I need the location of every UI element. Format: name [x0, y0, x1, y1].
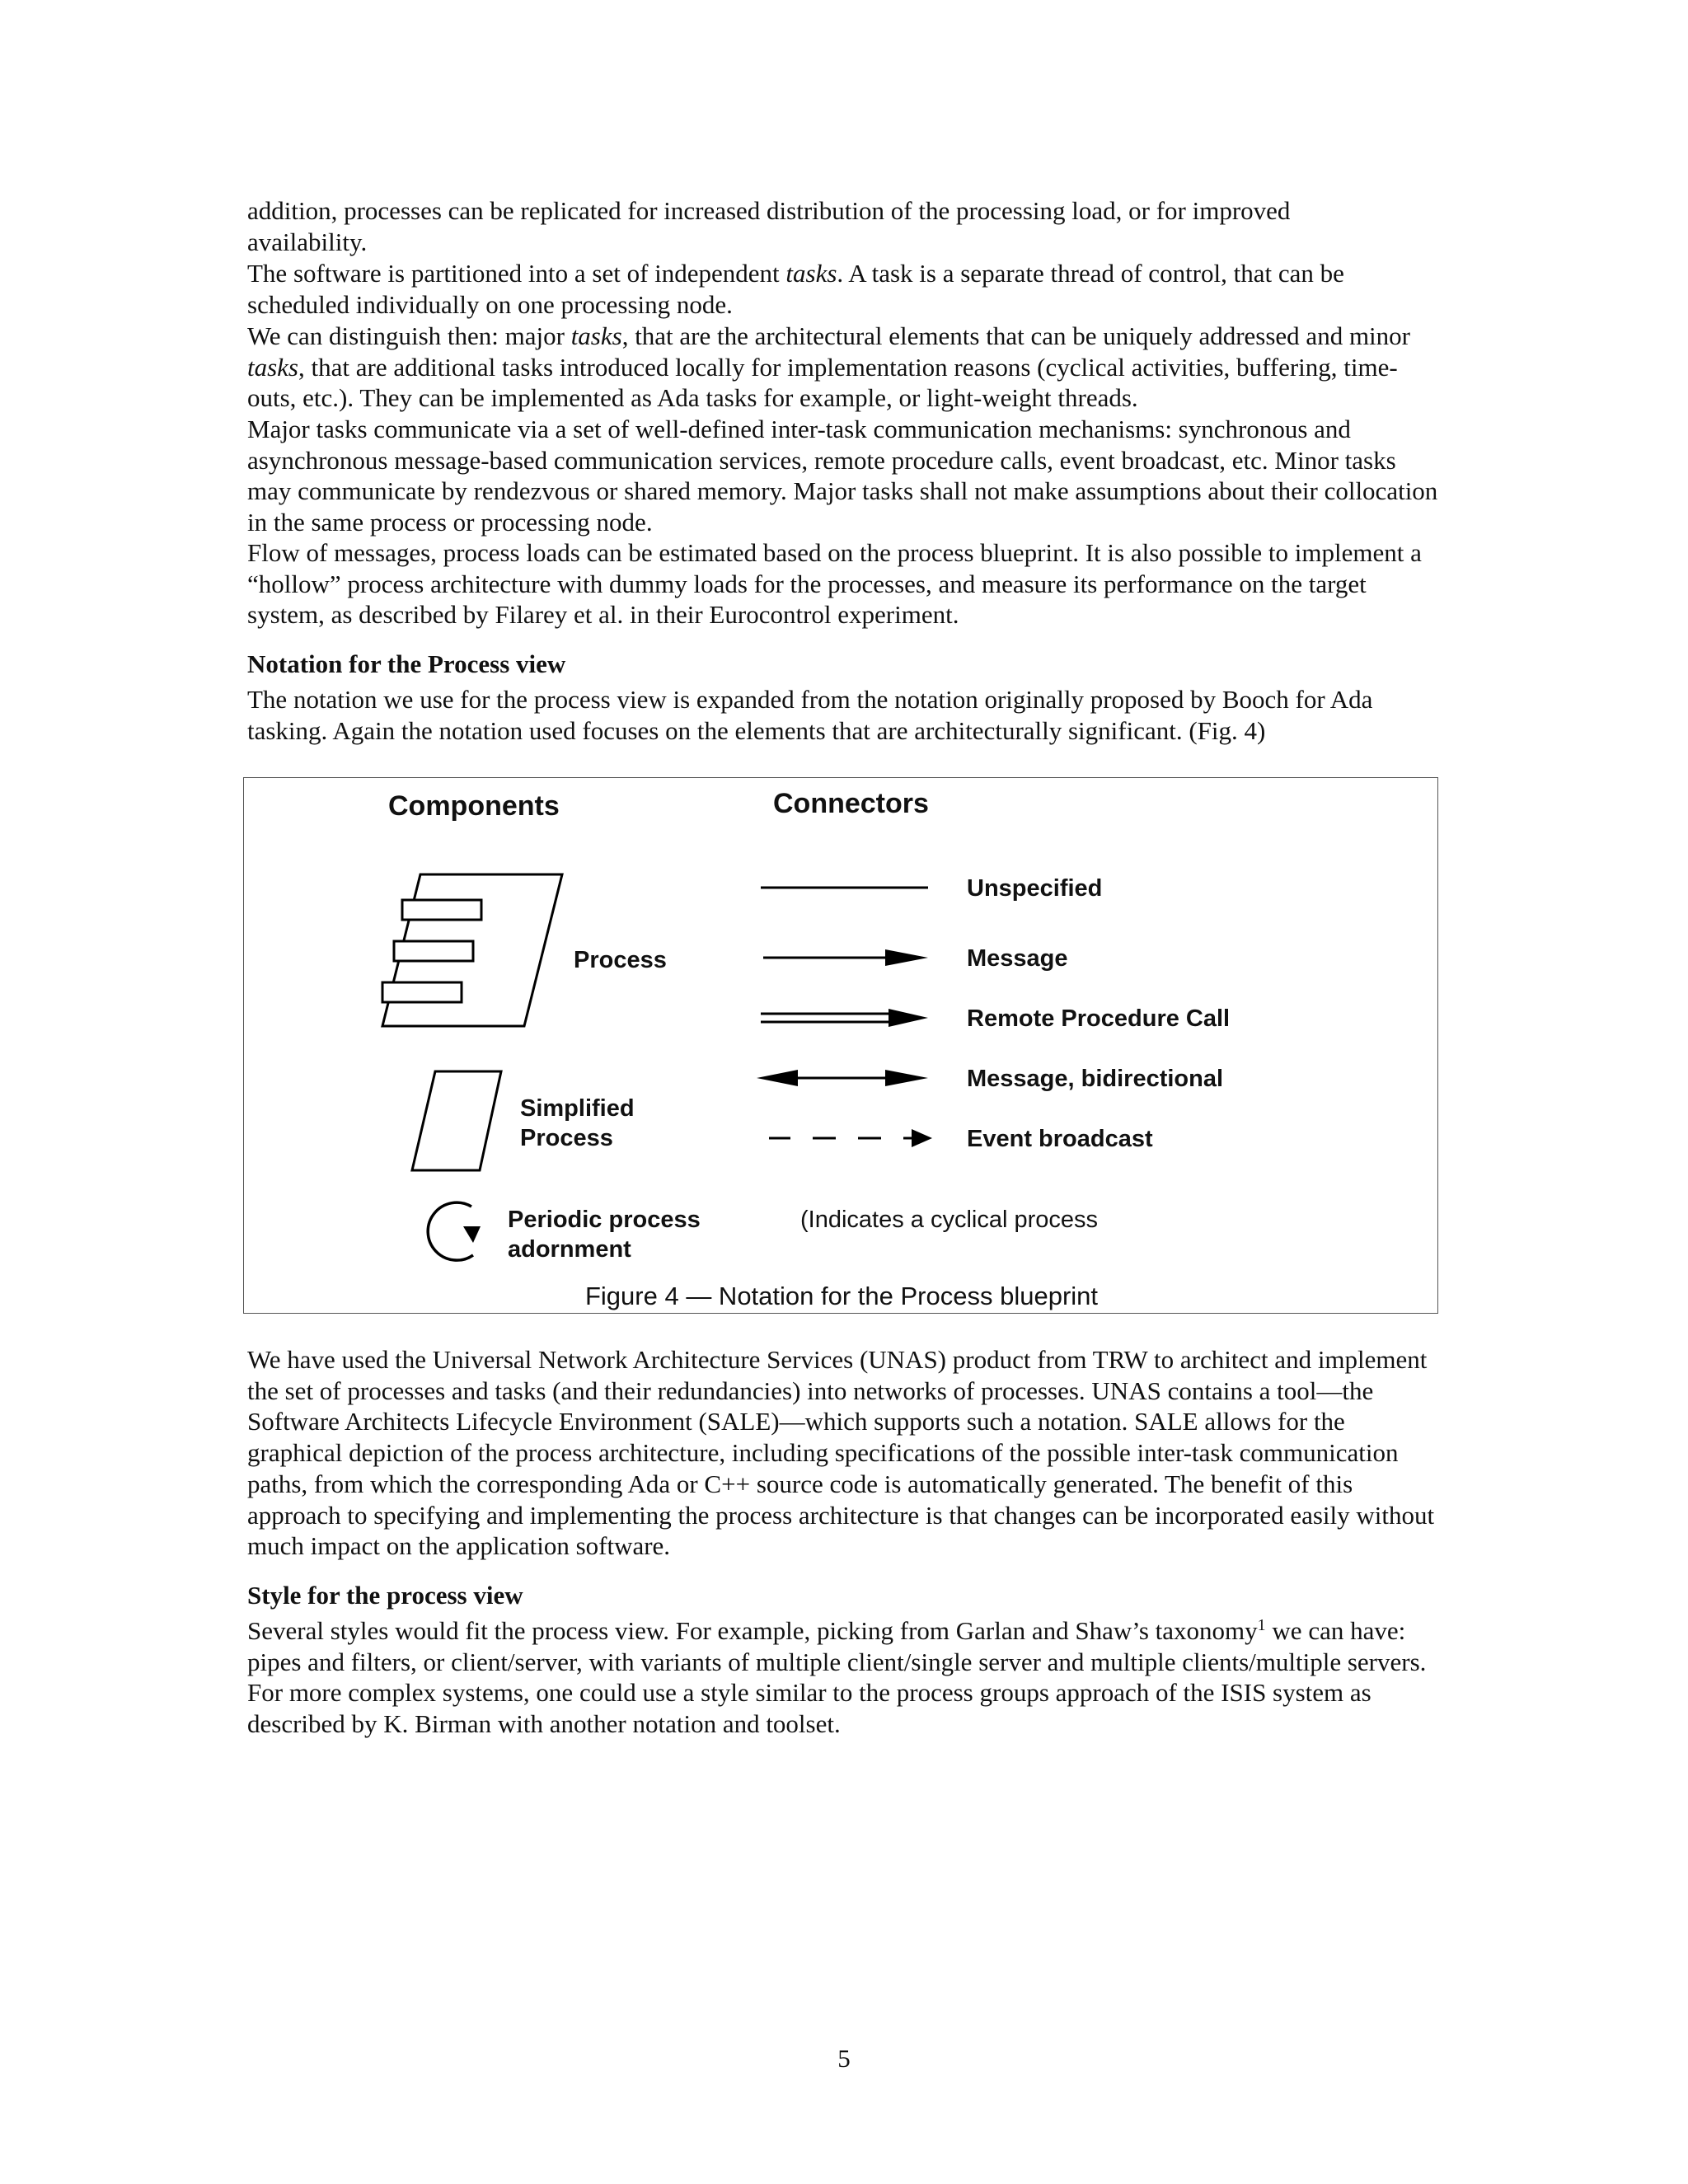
- emphasis-tasks: tasks: [570, 321, 622, 350]
- paragraph-tasks: [247, 258, 1442, 320]
- paragraph-replication: [247, 195, 1442, 257]
- emphasis-tasks: tasks: [247, 352, 298, 382]
- paragraph-line: addition, processes can be replicated for increased distribution of the processing load, or for improved: [247, 196, 1291, 225]
- text-run: We can distinguish then: major: [247, 321, 571, 350]
- simplified-process-label-line1: Simplified: [520, 1095, 635, 1122]
- connectors-title: Connectors: [773, 788, 929, 819]
- simplified-process-symbol: [412, 1071, 501, 1170]
- section-heading-style: Style for the process view: [247, 1581, 523, 1610]
- connector-bidirectional-arrow: [757, 1070, 928, 1086]
- process-label: Process: [574, 947, 667, 973]
- text-run: , that are the architectural elements that can be uniquely addressed and minor: [621, 321, 1410, 350]
- text-run: The software is partitioned into a set of independent: [247, 259, 786, 288]
- connector-rpc-label: Remote Procedure Call: [967, 1005, 1231, 1032]
- connector-event-broadcast-label: Event broadcast: [967, 1126, 1153, 1152]
- text-run: Several styles would fit the process view. For example, picking from Garlan and Shaw’s taxonomy: [247, 1616, 1258, 1645]
- simplified-process-label-line2: Process: [520, 1125, 613, 1151]
- paragraph-line: availability.: [247, 227, 368, 256]
- process-symbol: [382, 874, 562, 1026]
- periodic-process-label-line2: adornment: [508, 1236, 631, 1263]
- paragraph-notation: The notation we use for the process view is expanded from the notation originally proposed by Booch for Ada tasking. Again the notation used focuses on the elements that are architecturally significant. (Fig. 4): [247, 685, 1373, 745]
- connector-message-label: Message: [967, 945, 1068, 972]
- paragraph-styles: [247, 1615, 1442, 1740]
- connector-event-broadcast-arrow: [769, 1129, 932, 1147]
- periodic-process-label-line1: Periodic process: [508, 1207, 701, 1233]
- text-run: , that are additional tasks introduced locally for implementation reasons (cyclical activities, buffering, time-outs, etc.). They can be implemented as Ada tasks for example, or light-weight threads.: [247, 352, 1398, 413]
- connector-message-arrow: [763, 949, 928, 966]
- components-title: Components: [388, 790, 560, 822]
- text-run: . A task is a separate thread of control, that can be scheduled individually on one processing node.: [247, 259, 1344, 319]
- text-run: we can have: pipes and filters, or client/server, with variants of multiple client/single server and multiple clients/multiple servers. For more complex systems, one could use a style similar to the process groups approach of the ISIS system as described by K. Birman with another notation and toolset.: [247, 1616, 1427, 1739]
- figure-caption: Figure 4 — Notation for the Process blueprint: [584, 1282, 1099, 1310]
- paragraph-major-minor-tasks: [247, 321, 1442, 414]
- paragraph-flow-of-messages: Flow of messages, process loads can be estimated based on the process blueprint. It is also possible to implement a “hollow” process architecture with dummy loads for the processes, and measure its performance on the target system, as described by Filarey et al. in their Eurocontrol experiment.: [247, 538, 1422, 630]
- section-heading-notation: Notation for the Process view: [247, 649, 566, 678]
- connector-bidirectional-label: Message, bidirectional: [967, 1066, 1224, 1092]
- connector-rpc-arrow: [761, 1009, 928, 1027]
- footnote-reference: 1: [1257, 1616, 1266, 1634]
- emphasis-tasks: tasks: [785, 259, 837, 288]
- figure-4: [243, 777, 1438, 1314]
- page-number: 5: [837, 2044, 851, 2073]
- connector-unspecified-label: Unspecified: [967, 875, 1103, 902]
- periodic-process-note: (Indicates a cyclical process: [800, 1207, 1099, 1233]
- figure-4-diagram: [244, 778, 1439, 1315]
- paragraph-communication: Major tasks communicate via a set of well-defined inter-task communication mechanisms: synchronous and asynchronous message-based communication services, remote procedure calls, event broadcast, etc. Minor tasks may communicate by rendezvous or shared memory. Major tasks shall not make assumptions about their collocation in the same process or processing node.: [247, 415, 1438, 537]
- paragraph-unas: We have used the Universal Network Architecture Services (UNAS) product from TRW to architect and implement the set of processes and tasks (and their redundancies) into networks of processes. UNAS contains a tool—the Software Architects Lifecycle Environment (SALE)—which supports such a notation. SALE allows for the graphical depiction of the process architecture, including specifications of the possible inter-task communication paths, from which the corresponding Ada or C++ source code is automatically generated. The benefit of this approach to specifying and implementing the process architecture is that changes can be incorporated easily without much impact on the application software.: [247, 1345, 1435, 1561]
- periodic-adornment-symbol: [428, 1202, 481, 1260]
